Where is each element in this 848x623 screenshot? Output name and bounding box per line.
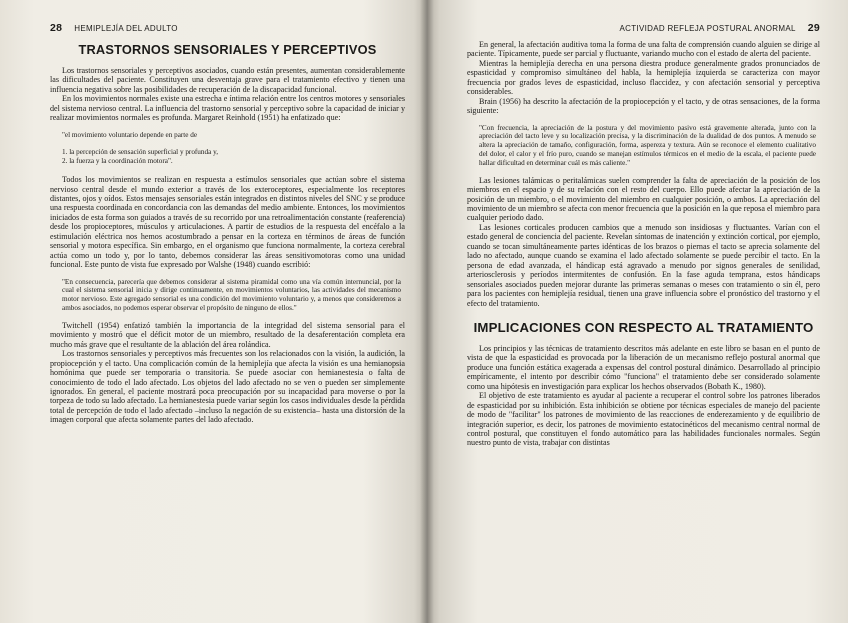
paragraph: El objetivo de este tratamiento es ayudar al paciente a recuperar el control sobre los patrones liberados de espasticidad por su inhibición. Esta inhibición se obtiene por técnicas especiales de manejo del paciente de modo de "facilitar" los patrones de movimiento de las reacciones de enderezamiento y de equilibrio de integración superior, es decir, los patrones de movimiento estatocinéticos del mecanismo central normal de control postural, que constituyen el fondo automático para las habilidades funcionales normales. Según nuestro punto de vista, trabajar con distintas	[467, 391, 820, 448]
paragraph: Las lesiones corticales producen cambios que a menudo son insidiosas y fluctuantes. Varían con el estado general de conciencia del paciente. Revelan síntomas de inatención y extinción cortical, por ejemplo, cuando se tocan simultáneamente partes idénticas de los brazos o piernas el tacto se aprecia solamente del lado no afectado, aunque cuando se examina el lado afectado solamente se puede percibir el tacto. En la persona de edad avanzada, el hándicap está agravado a menudo por signos generales de senilidad, arteriosclerosis y períodos intermitentes de confusión. En la fase aguda temprana, estos hándicaps sensoriales asociados pueden mejorar durante las primeras semanas o meses con tratamiento o sin él, pero para los pacientes con hemiplejía residual, tienen una grave influencia sobre el pronóstico del trastorno y el efecto del tratamiento.	[467, 222, 820, 308]
section-title: TRASTORNOS SENSORIALES Y PERCEPTIVOS	[78, 42, 377, 57]
block-quote: "En consecuencia, parecería que debemos considerar al sistema piramidal como una vía común internuncial, por la cual el sistema sensorial inicia y dirige continuamente, en movimientos voluntarios, las actividades del mecanismo motor nervioso. Este agregado sensorial es una condición del movimiento voluntario y, a menos que consideremos a ambos asociados, no podemos esperar observar el propósito de ninguno de ellos."	[62, 277, 401, 313]
paragraph: En los movimientos normales existe una estrecha e íntima relación entre los centros motores y sensoriales del sistema nervioso central. La influencia del trastorno sensorial y perceptivo sobre la capacidad de iniciar y realizar movimientos normales es profunda. Margaret Reinhold (1951) ha enfatizado que:	[50, 94, 405, 123]
paragraph: Brain (1956) ha descrito la afectación de la propiocepción y el tacto, y de otras sensaciones, de la forma siguiente:	[467, 96, 820, 116]
right-page	[427, 0, 848, 623]
right-page-header	[467, 22, 820, 34]
page-number: 28	[50, 22, 63, 34]
book-gutter-shadow	[420, 0, 434, 623]
paragraph: Todos los movimientos se realizan en respuesta a estímulos sensoriales que actúan sobre el sistema nervioso central desde el mundo exterior a través de los exteroceptores, especialmente los receptores distantes, ojos y oídos. Estos mensajes sensoriales están integrados en distintos niveles del SNC y se produce una respuesta coordinada en concordancia con las demandas del medio ambiente. Entonces, los movimientos iniciados de esta forma son guiados a través de su recorrido por una retroalimentación constante (reaferencia) desde los propioceptores, músculos y articulaciones. A partir de estudios de la respuesta del encéfalo a la estimulación eléctrica nos hemos acostumbrado a pensar en la corteza en términos de áreas de función sensorial y motora específica. Sin embargo, en el organismo que funciona normalmente, la corteza cerebral actúa como un todo y, por lo tanto, debemos considerar las áreas sensitivomotoras como una unidad funcional. Este punto de vista fue expresado por Walshe (1948) cuando escribió:	[50, 175, 405, 270]
running-head: ACTIVIDAD REFLEJA POSTURAL ANORMAL	[619, 24, 796, 33]
block-quote: "el movimiento voluntario depende en parte de	[62, 130, 198, 139]
paragraph: Los principios y las técnicas de tratamiento descritos más adelante en este libro se basan en el punto de vista de que la espasticidad es provocada por la liberación de un mecanismo reflejo postural anormal que produce una función estática exagerada a expensas del control postural dinámico. Desarrollado al principio empíricamente, el intento por describir cómo "funciona" el tratamiento debe ser considerado solamente como una hipótesis en investigación para explicar los hechos observados (Bobath K., 1980).	[467, 343, 820, 391]
paragraph: Twitchell (1954) enfatizó también la importancia de la integridad del sistema sensorial para el movimiento y mostró que el déficit motor de un miembro, resultado de la desaferentación completa era mucho más grave que el resultante de la ablación del área rolándica.	[50, 320, 405, 349]
left-page-header	[50, 22, 405, 34]
paragraph: Mientras la hemiplejía derecha en una persona diestra produce generalmente grados pronunciados de espasticidad y compromiso simultáneo del habla, la hemiplejía izquierda se caracteriza con mayor frecuencia por grados leves de espasticidad, incluso flaccidez, y con afectación sensorial y perceptiva considerables.	[467, 58, 820, 97]
paragraph: Las lesiones talámicas o peritalámicas suelen comprender la falta de apreciación de la posición de los miembros en el espacio y de su relación con el resto del cuerpo. Ello puede afectar la apreciación de la posición de un miembro, o el movimiento del miembro en cualquier posición, o ambos. La apreciación del movimiento de un miembro se afecta con menor frecuencia que la posición en la que reposa el miembro para cualquier periodo dado.	[467, 175, 820, 223]
paragraph: Los trastornos sensoriales y perceptivos asociados, cuando están presentes, aumentan considerablemente las dificultades del paciente. Constituyen una desventaja grave para el tratamiento efectivo y tienen una influencia negativa sobre las posibilidades de recuperación de la discapacidad funcional.	[50, 66, 405, 94]
section-title: IMPLICACIONES CON RESPECTO AL TRATAMIENTO	[473, 319, 814, 335]
block-quote: "Con frecuencia, la apreciación de la postura y del movimiento pasivo está gravemente alterada, junto con la apreciación del tacto leve y su localización precisa, y la discriminación de la dualidad de dos puntos. A menudo se altera la apreciación de tamaño, configuración, forma, aspereza y textura. Aún se reconoce el elemento cualitativo del dolor, el calor y el frío puro, cuando se manejan estímulos térmicos en el medio de la escala, el paciente puede hallar dificultad en determinar cuál es más caliente."	[479, 123, 816, 167]
numbered-list	[62, 148, 405, 167]
list-item: 2. la fuerza y la coordinación motora".	[62, 157, 173, 166]
paragraph: En general, la afectación auditiva toma la forma de una falta de comprensión cuando alguien se dirige al paciente. Típicamente, puede ser parcial y fluctuante, variando mucho con el estado de alerta del paciente.	[467, 40, 820, 59]
page-number: 29	[807, 22, 820, 34]
running-head: HEMIPLEJÍA DEL ADULTO	[74, 24, 178, 33]
paragraph: Los trastornos sensoriales y perceptivos más frecuentes son los relacionados con la visión, la audición, la propiocepción y el tacto. Una complicación común de la hemiplejía que afecta la visión es una hemianopsia homónima que puede ser temporaria o transitoria. Se puede asociar con hemianestesia o falta de conocimiento de todo el lado afectado. Los objetos del lado afectado no se ven o pueden ser simplemente ignorados. En general, el paciente mostrará poca preocupación por su incapacidad para moverse o por la torpeza de todo su lado afectado. La hemianestesia puede variar según los casos individuales desde la pérdida total de percepción de todo el lado afectado –incluso la negación de su existencia– hasta una distorsión de la imagen corporal que afecta solamente partes del lado afectado.	[50, 349, 405, 425]
list-item: 1. la percepción de sensación superficial y profunda y,	[62, 147, 219, 156]
